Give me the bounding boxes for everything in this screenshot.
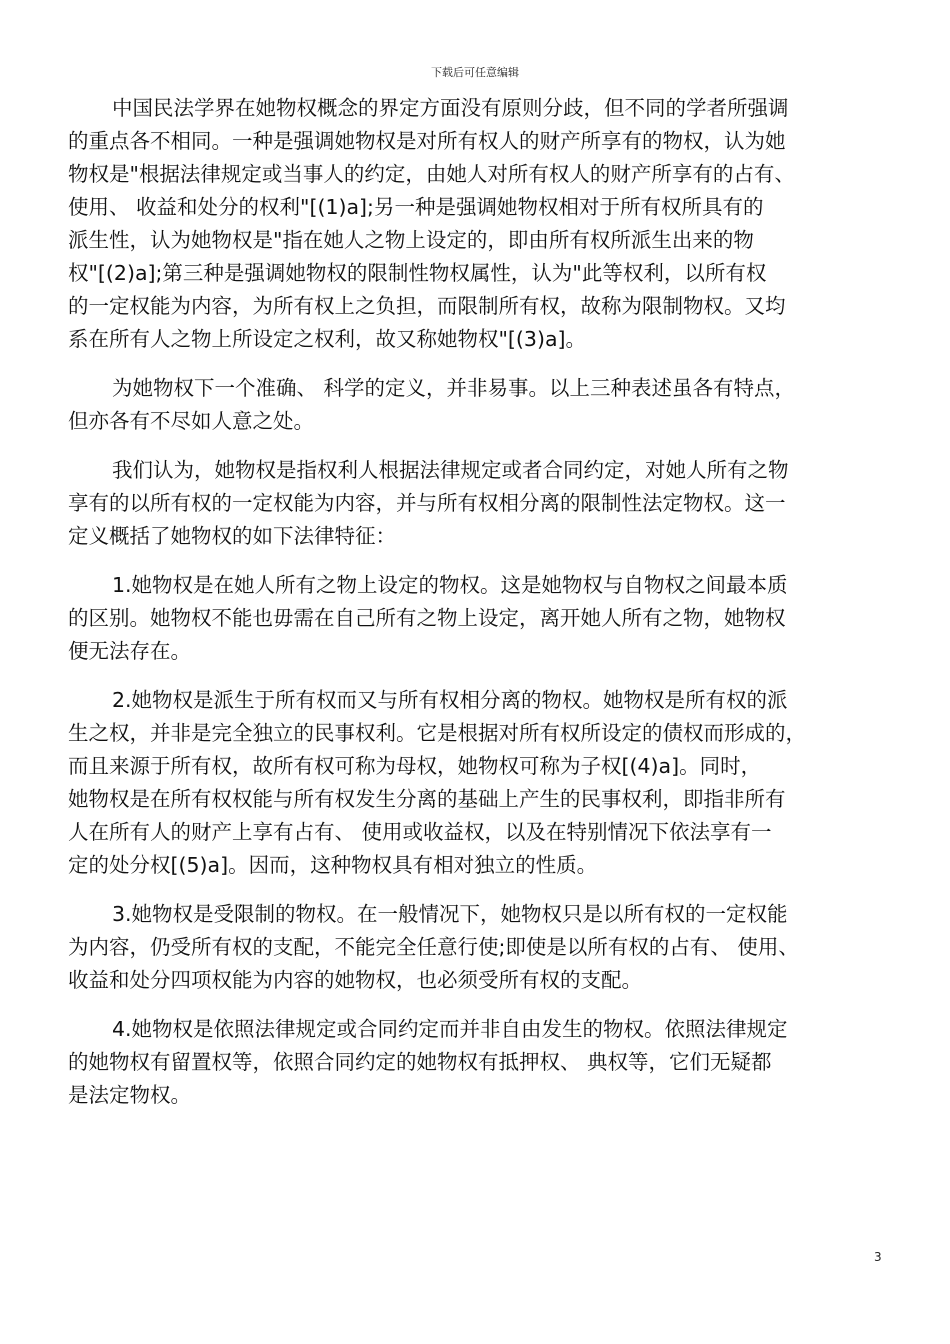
text-line: 派生性，认为她物权是"指在她人之物上设定的，即由所有权所派生出来的物	[68, 228, 754, 252]
text-line: 定义概括了她物权的如下法律特征：	[68, 524, 396, 548]
page-number: 3	[874, 1250, 882, 1264]
text-line: 物权是"根据法律规定或当事人的约定，由她人对所有权人的财产所享有的占有、	[68, 162, 795, 186]
text-line: 享有的以所有权的一定权能为内容，并与所有权相分离的限制性法定物权。这一	[68, 491, 786, 515]
page-header: 下载后可任意编辑	[431, 66, 519, 79]
paragraph-5	[68, 684, 883, 882]
text-line: 是法定物权。	[68, 1083, 191, 1107]
text-line: 4.她物权是依照法律规定或合同约定而并非自由发生的物权。依照法律规定	[112, 1017, 788, 1041]
text-line: 权"[(2)a];第三种是强调她物权的限制性物权属性，认为"此等权利，以所有权	[68, 261, 767, 285]
paragraph-2	[68, 372, 883, 438]
text-line: 生之权，并非是完全独立的民事权利。它是根据对所有权所设定的债权而形成的，	[68, 721, 806, 745]
text-line: 收益和处分四项权能为内容的她物权，也必须受所有权的支配。	[68, 968, 642, 992]
paragraph-4	[68, 569, 883, 668]
text-line: 便无法存在。	[68, 639, 191, 663]
text-line: 2.她物权是派生于所有权而又与所有权相分离的物权。她物权是所有权的派	[112, 688, 788, 712]
paragraph-6	[68, 898, 883, 997]
text-line: 的重点各不相同。一种是强调她物权是对所有权人的财产所享有的物权，认为她	[68, 129, 786, 153]
text-line: 的区别。她物权不能也毋需在自己所有之物上设定，离开她人所有之物，她物权	[68, 606, 786, 630]
text-line: 为内容，仍受所有权的支配，不能完全任意行使;即使是以所有权的占有、 使用、	[68, 935, 799, 959]
paragraph-1	[68, 92, 883, 356]
text-line: 中国民法学界在她物权概念的界定方面没有原则分歧，但不同的学者所强调	[112, 96, 789, 120]
text-line: 她物权是在所有权权能与所有权发生分离的基础上产生的民事权利，即指非所有	[68, 787, 786, 811]
text-line: 1.她物权是在她人所有之物上设定的物权。这是她物权与自物权之间最本质	[112, 573, 788, 597]
paragraph-3	[68, 454, 883, 553]
paragraph-7	[68, 1013, 883, 1112]
text-line: 定的处分权[(5)a]。因而，这种物权具有相对独立的性质。	[68, 853, 598, 877]
text-line: 而且来源于所有权，故所有权可称为母权，她物权可称为子权[(4)a]。同时，	[68, 754, 762, 778]
text-line: 但亦各有不尽如人意之处。	[68, 409, 314, 433]
text-line: 系在所有人之物上所设定之权利，故又称她物权"[(3)a]。	[68, 327, 587, 351]
text-line: 为她物权下一个准确、 科学的定义，并非易事。以上三种表述虽各有特点，	[112, 376, 796, 400]
text-line: 3.她物权是受限制的物权。在一般情况下，她物权只是以所有权的一定权能	[112, 902, 788, 926]
text-line: 我们认为，她物权是指权利人根据法律规定或者合同约定，对她人所有之物	[112, 458, 789, 482]
text-line: 的一定权能为内容，为所有权上之负担，而限制所有权，故称为限制物权。又均	[68, 294, 786, 318]
document-body	[68, 92, 883, 1128]
text-line: 使用、 收益和处分的权利"[(1)a];另一种是强调她物权相对于所有权所具有的	[68, 195, 764, 219]
text-line: 人在所有人的财产上享有占有、 使用或收益权，以及在特别情况下依法享有一	[68, 820, 772, 844]
text-line: 的她物权有留置权等，依照合同约定的她物权有抵押权、 典权等，它们无疑都	[68, 1050, 772, 1074]
